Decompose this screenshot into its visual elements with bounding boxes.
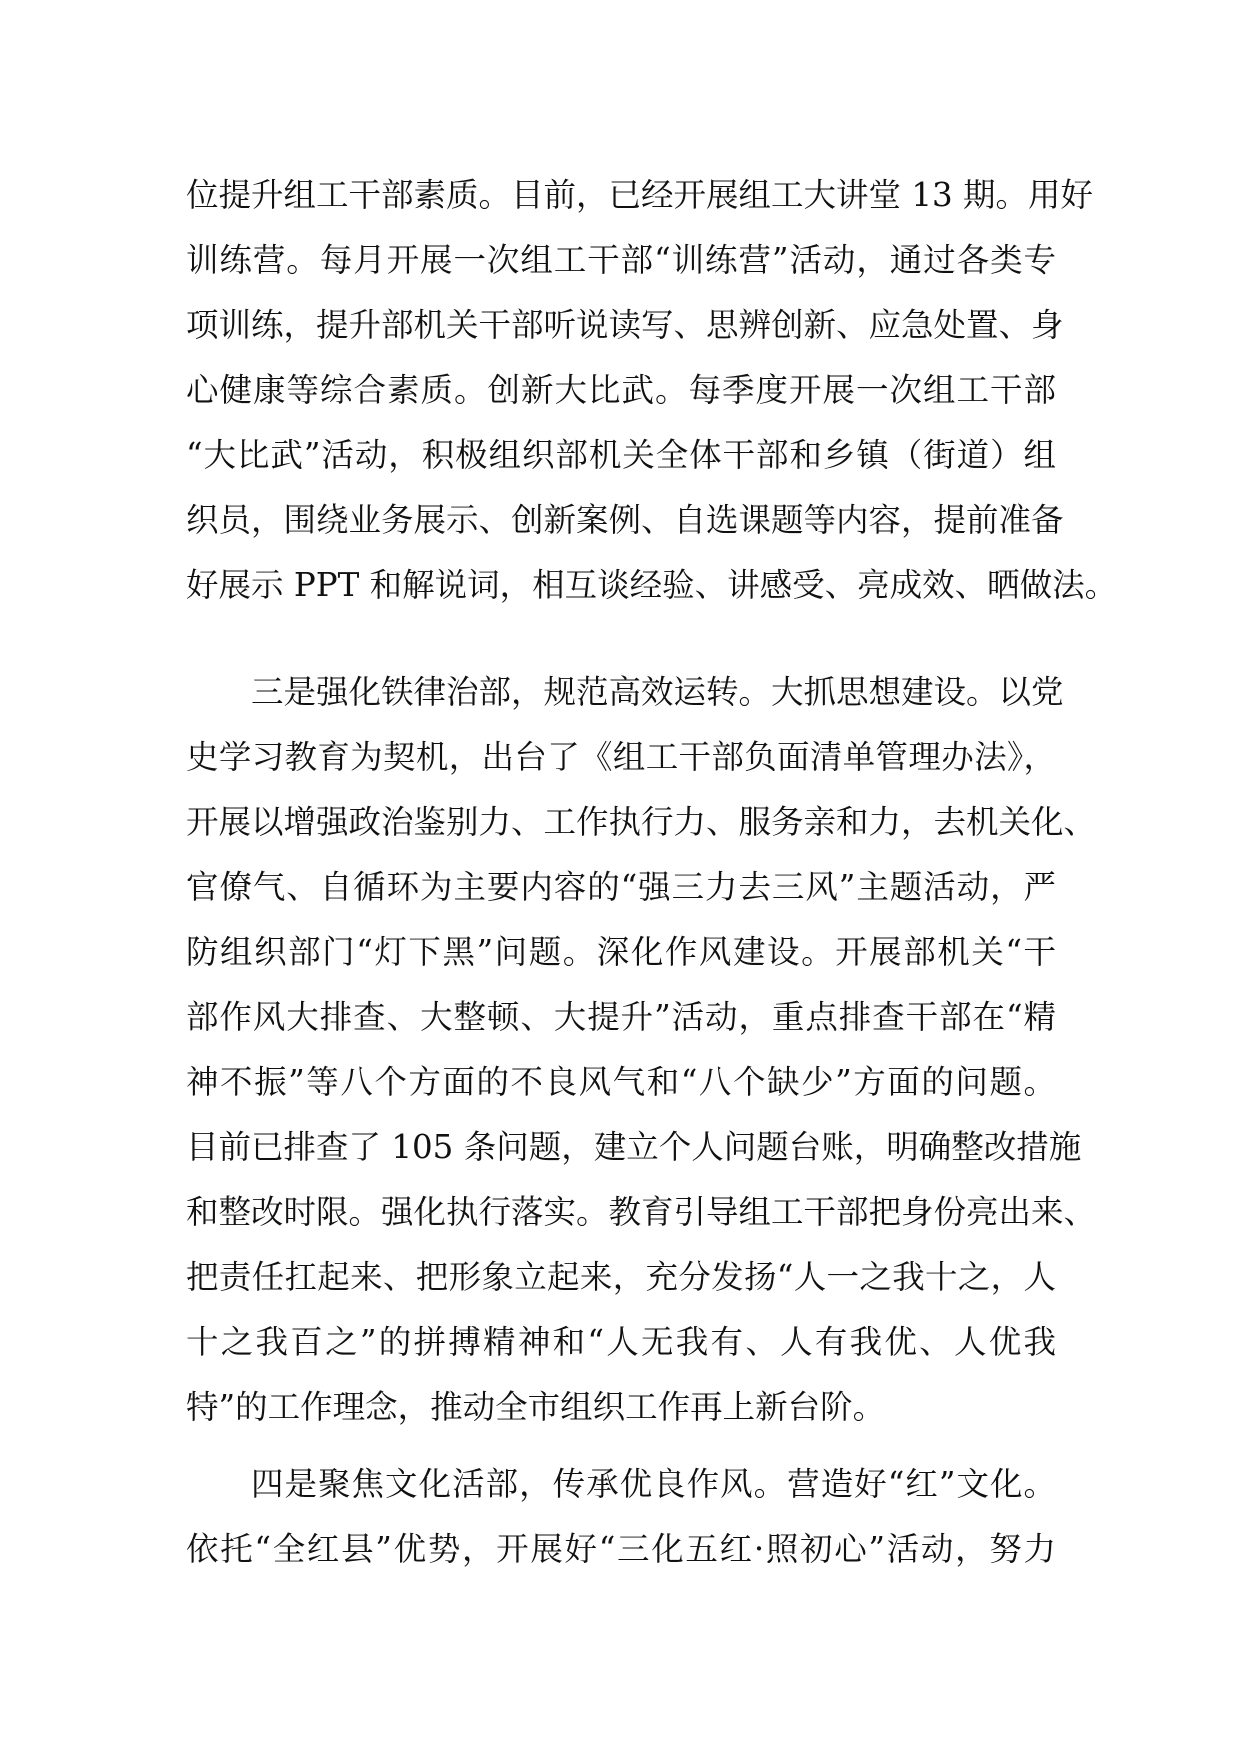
text-line: 防组织部门“灯下黑”问题。深化作风建设。开展部机关“干 — [186, 933, 1056, 971]
text-line: 十之我百之”的拼搏精神和“人无我有、人有我优、人优我 — [186, 1323, 1056, 1361]
text-line: 官僚气、自循环为主要内容的“强三力去三风”主题活动，严 — [186, 868, 1056, 906]
text-line: 三是强化铁律治部，规范高效运转。大抓思想建设。以党 — [251, 673, 1064, 711]
text-line: 史学习教育为契机，出台了《组工干部负面清单管理办法》， — [186, 738, 1056, 776]
text-line: 四是聚焦文化活部，传承优良作风。营造好“红”文化。 — [251, 1465, 1056, 1503]
paragraph-discipline — [186, 660, 1097, 1440]
text-line: 特”的工作理念，推动全市组织工作再上新台阶。 — [186, 1388, 886, 1426]
text-line: 织员，围绕业务展示、创新案例、自选课题等内容，提前准备 — [186, 501, 1064, 539]
text-line: 依托“全红县”优势，开展好“三化五红·照初心”活动，努力 — [186, 1530, 1056, 1568]
text-line: 训练营。每月开展一次组工干部“训练营”活动，通过各类专 — [186, 241, 1056, 279]
text-line: “大比武”活动，积极组织部机关全体干部和乡镇（街道）组 — [186, 436, 1056, 474]
paragraph-culture — [186, 1452, 1056, 1582]
text-line: 神不振”等八个方面的不良风气和“八个缺少”方面的问题。 — [186, 1063, 1056, 1101]
text-line: 心健康等综合素质。创新大比武。每季度开展一次组工干部 — [186, 371, 1056, 409]
text-line: 位提升组工干部素质。目前，已经开展组工大讲堂 13 期。用好 — [186, 176, 1094, 214]
text-line: 把责任扛起来、把形象立起来，充分发扬“人一之我十之，人 — [186, 1258, 1056, 1296]
text-line: 开展以增强政治鉴别力、工作执行力、服务亲和力，去机关化、 — [186, 803, 1097, 841]
text-line: 和整改时限。强化执行落实。教育引导组工干部把身份亮出来、 — [186, 1193, 1097, 1231]
text-line: 部作风大排查、大整顿、大提升”活动，重点排查干部在“精 — [186, 998, 1056, 1036]
text-line: 目前已排查了 105 条问题，建立个人问题台账，明确整改措施 — [186, 1128, 1082, 1166]
text-line: 项训练，提升部机关干部听说读写、思辨创新、应急处置、身 — [186, 306, 1064, 344]
paragraph-training — [186, 163, 1118, 618]
text-line: 好展示 PPT 和解说词，相互谈经验、讲感受、亮成效、晒做法。 — [186, 566, 1118, 604]
